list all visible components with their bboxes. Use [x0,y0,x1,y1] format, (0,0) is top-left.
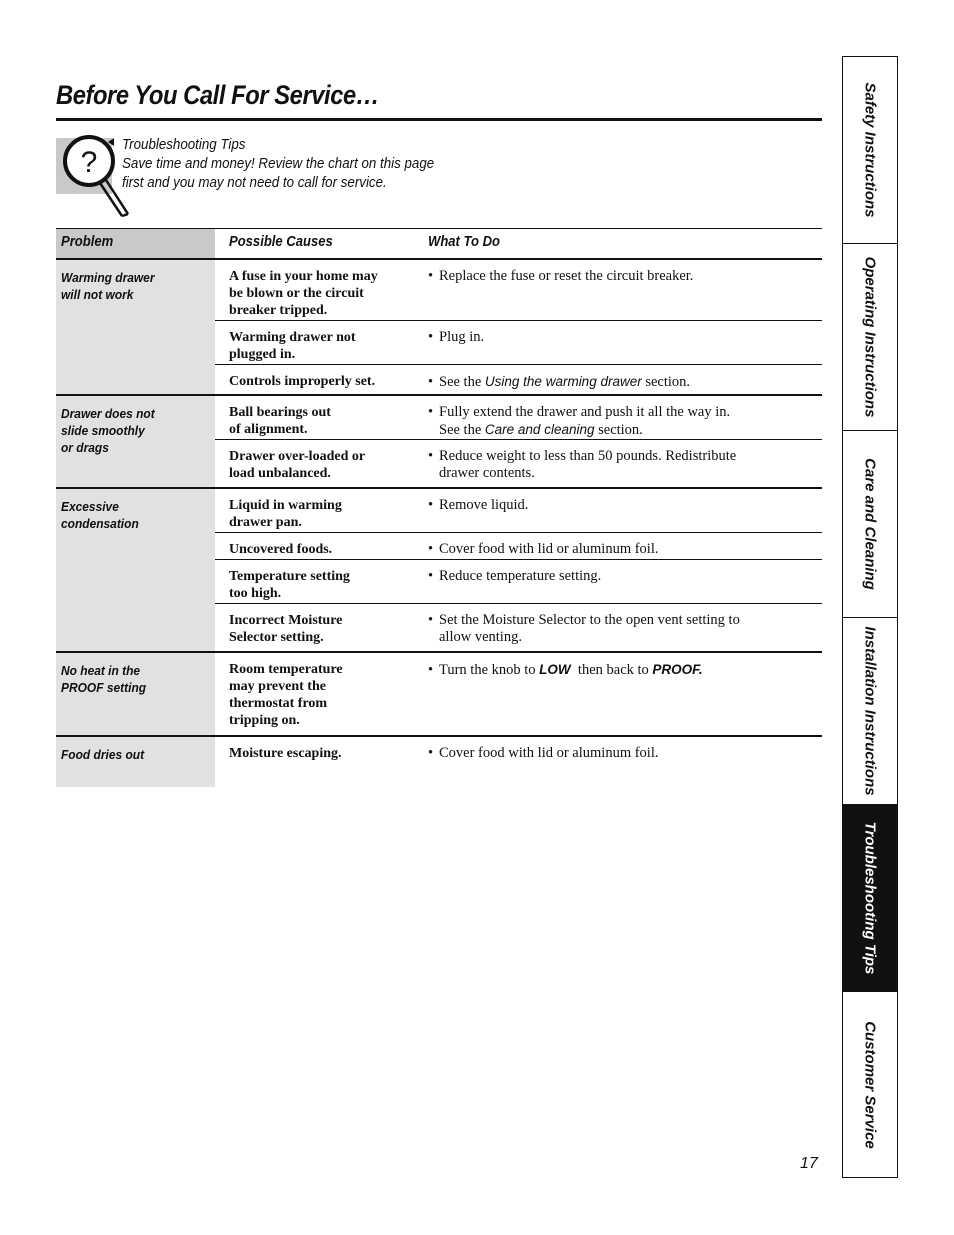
tab-label: Operating Instructions [861,256,879,418]
section-sidebar [842,56,898,1178]
todo-text: Reduce weight to less than 50 pounds. Redistribute [439,448,737,464]
cause-text: Moisture escaping. [229,746,342,761]
table-row: A fuse in your home may be blown or the circuit breaker tripped. • Replace the fuse or reset the circuit breaker. [215,260,822,321]
todo-text: Fully extend the drawer and push it all the way in. [439,404,731,420]
tab-care-and-cleaning[interactable] [843,431,897,618]
problem-label: Food dries out [61,747,145,762]
todo-setting-proof: PROOF. [652,662,703,677]
tab-installation-instructions[interactable] [843,618,897,805]
table-row: Warming drawer not plugged in. • Plug in. [215,321,822,365]
todo-text: allow venting. [439,629,522,645]
todo-text: drawer contents. [439,465,535,481]
todo-text: Set the Moisture Selector to the open vent setting to [439,612,740,628]
problem-label: No heat in the PROOF setting [61,663,147,695]
svg-text:?: ? [80,146,98,179]
cause-text: Temperature setting too high. [229,569,350,601]
page-title: Before You Call For Service… [56,80,380,110]
troubleshooting-tips-note [122,136,434,193]
tab-safety-instructions[interactable] [843,57,897,244]
todo-emphasis: Care and cleaning [484,422,595,437]
tip-line-2: first and you may not need to call for service. [122,175,387,191]
todo-text: Plug in. [439,329,485,345]
table-header [56,229,822,260]
header-problem: Problem [61,234,114,250]
tab-troubleshooting-tips[interactable] [843,805,897,992]
cause-text: A fuse in your home may be blown or the circuit breaker tripped. [229,269,378,318]
tab-operating-instructions[interactable] [843,244,897,431]
todo-text: then back to [577,662,649,678]
problem-group [56,489,822,653]
cause-text: Liquid in warming drawer pan. [229,498,342,530]
problem-group [56,260,822,396]
table-row: Ball bearings out of alignment. • Fully extend the drawer and push it all the way in. See the Care and cleaning section. [215,396,822,440]
problem-group [56,653,822,737]
tab-label: Troubleshooting Tips [861,821,879,975]
tip-heading: Troubleshooting Tips [122,137,246,153]
tip-line-1: Save time and money! Review the chart on this page [122,156,435,172]
todo-text: Remove liquid. [439,497,529,513]
table-row: Liquid in warming drawer pan. • Remove liquid. [215,489,822,533]
cause-text: Room temperature may prevent the thermostat from tripping on. [229,662,343,728]
problem-group [56,396,822,489]
header-todo: What To Do [428,234,500,250]
todo-text: section. [598,422,643,438]
problem-label: Drawer does not slide smoothly or drags [61,406,155,455]
tab-label: Customer Service [861,1020,879,1149]
table-row: Moisture escaping. • Cover food with lid or aluminum foil. [215,737,822,787]
table-row: Temperature setting too high. • Reduce temperature setting. [215,560,822,604]
troubleshooting-table [56,228,822,787]
table-row: Drawer over-loaded or load unbalanced. • Reduce weight to less than 50 pounds. Redistribute drawer contents. [215,440,822,487]
tab-label: Care and Cleaning [861,458,879,590]
problem-label: Excessive condensation [61,499,139,531]
tab-label: Safety Instructions [861,82,879,218]
tab-label: Installation Instructions [861,626,879,796]
cause-text: Uncovered foods. [229,542,333,557]
cause-text: Incorrect Moisture Selector setting. [229,613,343,645]
cause-text: Drawer over-loaded or load unbalanced. [229,449,366,481]
tab-customer-service[interactable] [843,992,897,1177]
cause-text: Ball bearings out of alignment. [229,405,331,437]
problem-label: Warming drawer will not work [61,270,155,302]
todo-text: See the [439,422,482,438]
cause-text: Controls improperly set. [229,374,376,389]
todo-emphasis: Using the warming drawer [484,374,642,389]
todo-text: Reduce temperature setting. [439,568,602,584]
todo-text: Turn the knob to [439,662,536,678]
table-row: Room temperature may prevent the thermostat from tripping on. • Turn the knob to LOW then back to PROOF. [215,653,822,735]
title-rule [56,118,822,121]
todo-setting-low: LOW [539,662,571,677]
table-row: Controls improperly set. • See the Using the warming drawer section. [215,365,822,394]
page-number: 17 [800,1155,818,1172]
todo-text: Replace the fuse or reset the circuit breaker. [439,268,694,284]
problem-group [56,737,822,787]
todo-text: section. [645,374,691,390]
cause-text: Warming drawer not plugged in. [229,330,356,362]
table-row: Incorrect Moisture Selector setting. • Set the Moisture Selector to the open vent setting to allow venting. [215,604,822,651]
header-causes: Possible Causes [229,234,333,250]
todo-text: Cover food with lid or aluminum foil. [439,541,659,557]
todo-text: See the [439,374,482,390]
todo-text: Cover food with lid or aluminum foil. [439,745,659,761]
table-row: Uncovered foods. • Cover food with lid or aluminum foil. [215,533,822,560]
